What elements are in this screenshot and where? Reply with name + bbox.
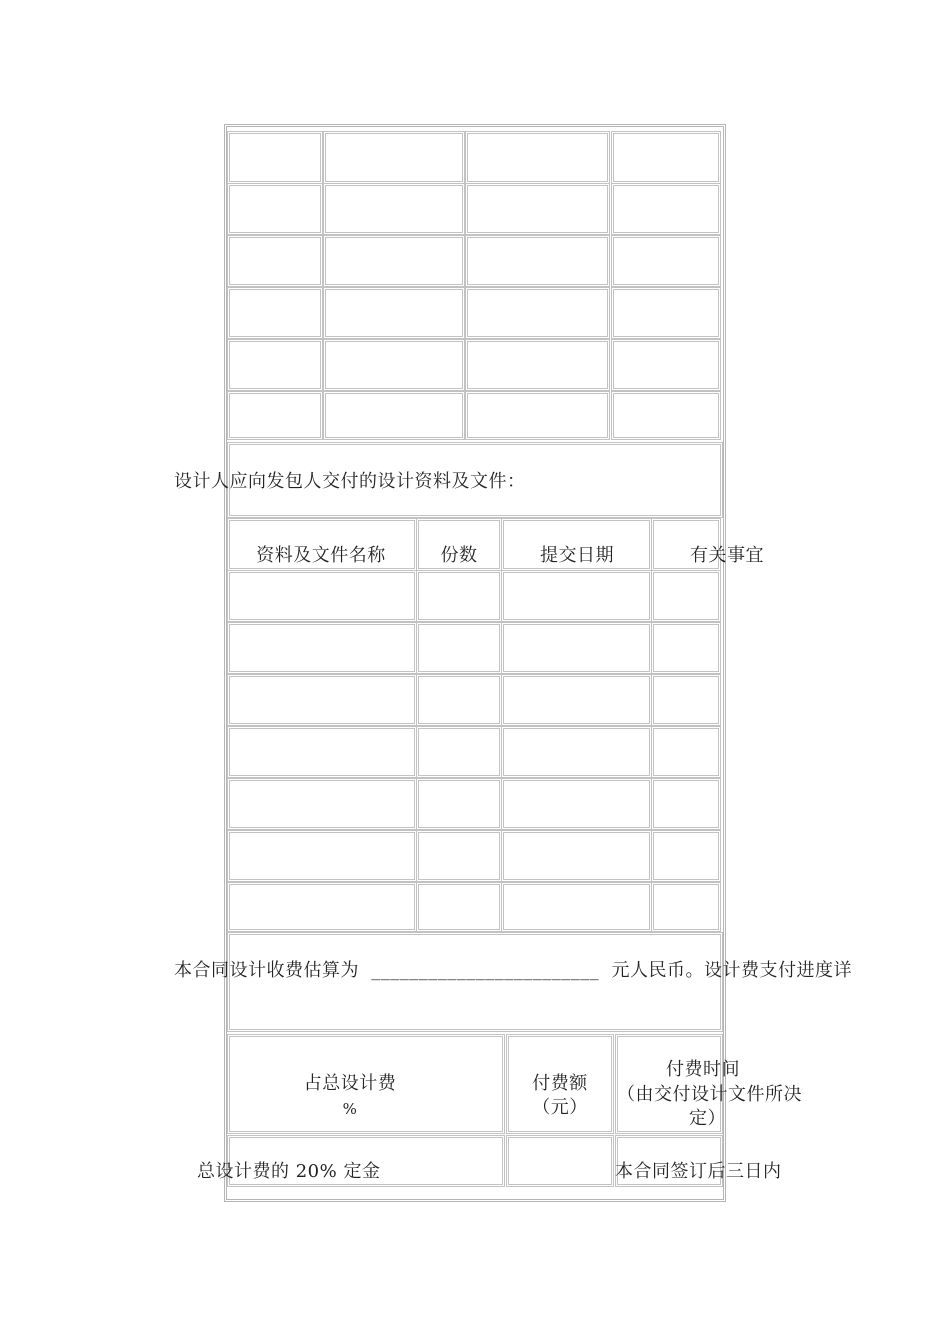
- delivery-table-cell: [501, 622, 652, 674]
- delivery-table-cell: [651, 882, 721, 932]
- fee-text-before: 本合同设计收费估算为: [174, 960, 359, 981]
- top-table-cell: [465, 235, 610, 287]
- pay-header-time-l3: 定）: [689, 1108, 726, 1129]
- top-table-cell: [227, 131, 323, 184]
- delivery-table-cell: [416, 622, 502, 674]
- delivery-table-cell: [227, 882, 417, 932]
- col-header-copies: 份数: [440, 545, 478, 566]
- delivery-table-cell: [416, 882, 502, 932]
- delivery-table-cell: [651, 726, 721, 778]
- top-table-cell: [323, 183, 465, 235]
- pay-row1-percent: 总设计费的 20% 定金: [197, 1161, 381, 1182]
- delivery-table-cell: [227, 570, 417, 622]
- fee-text-after: 元人民币。设计费支付进度详: [611, 960, 852, 981]
- col-header-notes: 有关事宜: [690, 545, 764, 566]
- pay-header-time-l2: （由交付设计文件所决: [617, 1084, 802, 1105]
- top-table-cell: [323, 339, 465, 391]
- delivery-table-cell: [651, 570, 721, 622]
- delivery-table-cell: [651, 622, 721, 674]
- top-table-cell: [227, 287, 323, 339]
- pay-header-percent-l1: 占总设计费: [303, 1073, 397, 1094]
- top-table-cell: [323, 391, 465, 440]
- top-table-cell: [323, 235, 465, 287]
- col-header-date: 提交日期: [540, 545, 614, 566]
- delivery-table-cell: [501, 726, 652, 778]
- pay-row1-amount-cell: [506, 1135, 614, 1187]
- delivery-table-cell: [501, 882, 652, 932]
- delivery-table-cell: [227, 674, 417, 726]
- delivery-table-cell: [416, 570, 502, 622]
- top-table-cell: [611, 391, 721, 440]
- top-table-cell: [465, 131, 610, 184]
- delivery-table-cell: [651, 830, 721, 882]
- top-table-cell: [227, 391, 323, 440]
- delivery-table-cell: [416, 830, 502, 882]
- fee-amount-blank: ________________________: [371, 960, 600, 981]
- delivery-table-cell: [227, 622, 417, 674]
- pay-header-time-l1: 付费时间: [666, 1059, 740, 1080]
- pay-header-amount-l1: 付费额: [532, 1073, 588, 1094]
- delivery-heading: 设计人应向发包人交付的设计资料及文件：: [174, 471, 526, 492]
- delivery-table-cell: [501, 570, 652, 622]
- delivery-table-cell: [416, 726, 502, 778]
- fee-sentence: [174, 960, 852, 982]
- delivery-table-cell: [501, 778, 652, 830]
- delivery-table-cell: [227, 830, 417, 882]
- delivery-table-cell: [416, 778, 502, 830]
- top-table-cell: [465, 391, 610, 440]
- delivery-table-cell: [227, 778, 417, 830]
- fee-row: [227, 932, 723, 1032]
- delivery-table-cell: [416, 674, 502, 726]
- top-table-cell: [465, 287, 610, 339]
- pay-header-amount-l2: （元）: [532, 1097, 588, 1118]
- delivery-table-cell: [501, 674, 652, 726]
- top-table-cell: [611, 339, 721, 391]
- top-table-cell: [611, 183, 721, 235]
- top-table-cell: [323, 287, 465, 339]
- delivery-table-cell: [227, 726, 417, 778]
- pay-header-percent-l2: %: [342, 1100, 358, 1118]
- delivery-table-cell: [501, 830, 652, 882]
- top-table-cell: [465, 339, 610, 391]
- col-header-name: 资料及文件名称: [256, 545, 386, 566]
- top-table-cell: [227, 339, 323, 391]
- top-table-cell: [227, 183, 323, 235]
- delivery-table-cell: [651, 778, 721, 830]
- top-table-cell: [611, 287, 721, 339]
- top-table-cell: [465, 183, 610, 235]
- top-table-cell: [611, 235, 721, 287]
- top-table-cell: [323, 131, 465, 184]
- top-table-cell: [227, 235, 323, 287]
- top-table-cell: [611, 131, 721, 184]
- delivery-table-cell: [651, 674, 721, 726]
- pay-row1-time: 本合同签订后三日内: [615, 1161, 782, 1182]
